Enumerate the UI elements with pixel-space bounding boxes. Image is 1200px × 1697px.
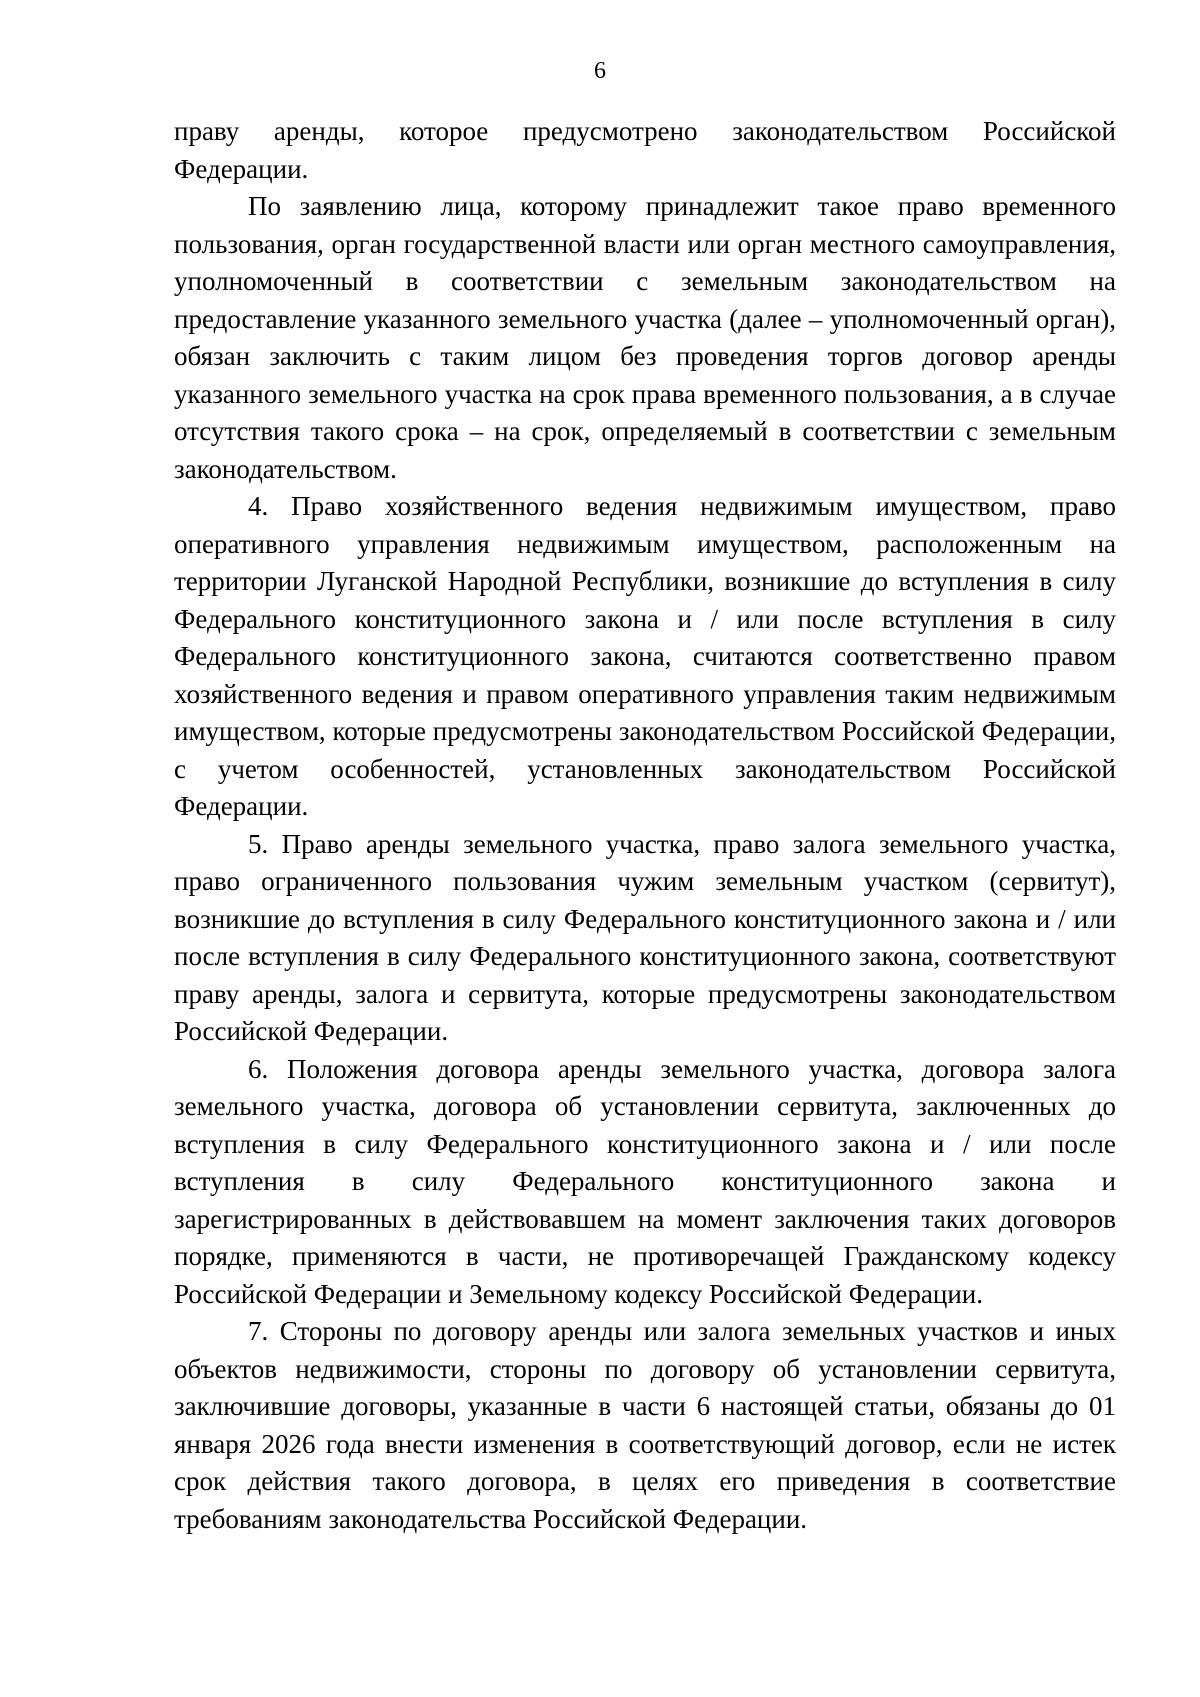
paragraph-item-6: 6. Положения договора аренды земельного участка, договора залога земельного участка, договора об установлении сервитута, заключенных до вступления в силу Федерального конституционного закона и / или после вступления в силу Федерального конституционного закона и зарегистрированных в действовавшем на момент заключения таких договоров порядке, применяются в части, не противоречащей Гражданскому кодексу Российской Федерации и Земельному кодексу Российской Федерации. bbox=[174, 1053, 1116, 1309]
paragraph-item-7: 7. Стороны по договору аренды или залога земельных участков и иных объектов недвижимости, стороны по договору об установлении сервитута, заключившие договоры, указанные в части 6 настоящей статьи, обязаны до 01 января 2026 года внести изменения в соответствующий договор, если не истек срок действия такого договора, в целях его приведения в соответствие требованиям законодательства Российской Федерации. bbox=[174, 1316, 1116, 1534]
paragraph-continuation: праву аренды, которое предусмотрено законодательством Российской Федерации. bbox=[174, 116, 1116, 184]
paragraph-item-4: 4. Право хозяйственного ведения недвижимым имуществом, право оперативного управления недвижимым имуществом, расположенным на территории Луганской Народной Республики, возникшие до вступления в силу Федерального конституционного закона и / или после вступления в силу Федерального конституционного закона, считаются соответственно правом хозяйственного ведения и правом оперативного управления таким недвижимым имуществом, которые предусмотрены законодательством Российской Федерации, с учетом особенностей, установленных законодательством Российской Федерации. bbox=[174, 491, 1116, 821]
document-body bbox=[174, 113, 1116, 1538]
paragraph-item-5: 5. Право аренды земельного участка, право залога земельного участка, право ограниченного пользования чужим земельным участком (сервитут), возникшие до вступления в силу Федерального конституционного закона и / или после вступления в силу Федерального конституционного закона, соответствуют праву аренды, залога и сервитута, которые предусмотрены законодательством Российской Федерации. bbox=[174, 828, 1116, 1046]
page-number: 6 bbox=[594, 58, 606, 84]
paragraph-temporary-use: По заявлению лица, которому принадлежит такое право временного пользования, орган государственной власти или орган местного самоуправления, уполномоченный в соответствии с земельным законодательством на предоставление указанного земельного участка (далее – уполномоченный орган), обязан заключить с таким лицом без проведения торгов договор аренды указанного земельного участка на срок права временного пользования, а в случае отсутствия такого срока – на срок, определяемый в соответствии с земельным законодательством. bbox=[174, 191, 1116, 484]
